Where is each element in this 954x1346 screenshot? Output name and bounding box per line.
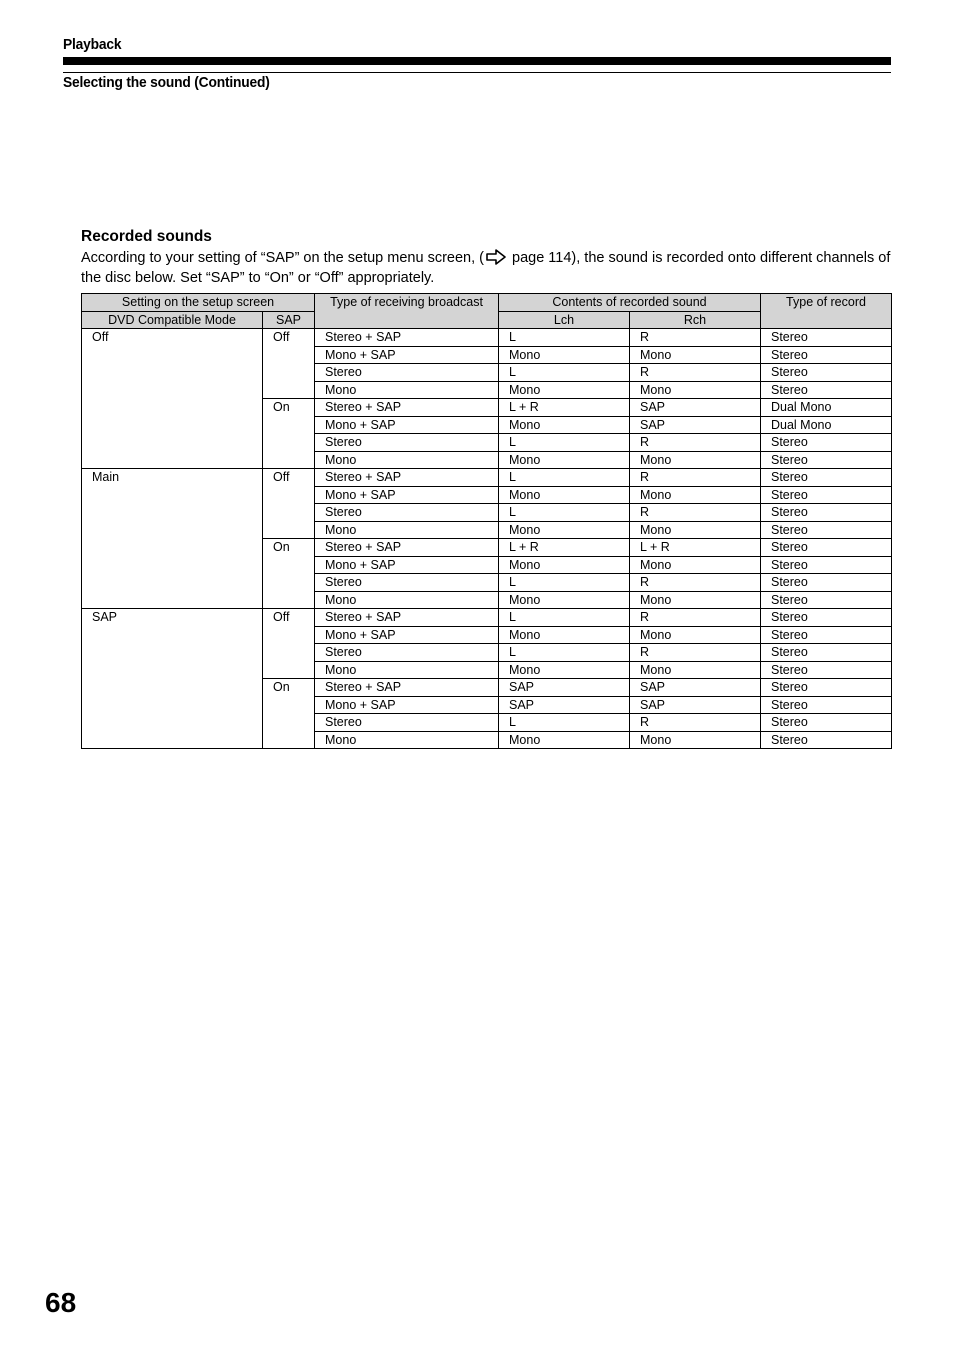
lch-cell: Mono	[499, 486, 630, 504]
record-type-cell: Stereo	[761, 626, 892, 644]
broadcast-cell: Stereo	[315, 714, 499, 732]
lch-cell: L	[499, 329, 630, 347]
recorded-sounds-table	[81, 293, 892, 749]
record-type-cell: Dual Mono	[761, 399, 892, 417]
lch-cell: Mono	[499, 661, 630, 679]
sap-setting-cell: On	[263, 539, 315, 609]
header-thin-rule	[63, 72, 891, 73]
lch-cell: Mono	[499, 416, 630, 434]
rch-cell: R	[630, 644, 761, 662]
broadcast-cell: Mono	[315, 521, 499, 539]
broadcast-cell: Stereo + SAP	[315, 679, 499, 697]
record-type-cell: Dual Mono	[761, 416, 892, 434]
record-type-cell: Stereo	[761, 434, 892, 452]
sap-setting-cell: Off	[263, 609, 315, 679]
rch-cell: Mono	[630, 661, 761, 679]
broadcast-cell: Stereo	[315, 434, 499, 452]
table-row	[82, 329, 892, 347]
broadcast-cell: Stereo	[315, 574, 499, 592]
record-type-cell: Stereo	[761, 574, 892, 592]
lch-cell: L	[499, 609, 630, 627]
rch-cell: R	[630, 504, 761, 522]
rch-cell: Mono	[630, 626, 761, 644]
table-header-row	[82, 294, 892, 312]
broadcast-cell: Mono	[315, 731, 499, 749]
broadcast-cell: Stereo + SAP	[315, 609, 499, 627]
header-sap: SAP	[263, 311, 315, 329]
record-type-cell: Stereo	[761, 504, 892, 522]
rch-cell: R	[630, 574, 761, 592]
header-dvd-mode: DVD Compatible Mode	[82, 311, 263, 329]
header-lch: Lch	[499, 311, 630, 329]
record-type-cell: Stereo	[761, 661, 892, 679]
rch-cell: Mono	[630, 521, 761, 539]
subsection-label: Selecting the sound (Continued)	[63, 74, 270, 91]
record-type-cell: Stereo	[761, 346, 892, 364]
broadcast-cell: Mono + SAP	[315, 416, 499, 434]
lch-cell: Mono	[499, 626, 630, 644]
record-type-cell: Stereo	[761, 731, 892, 749]
record-type-cell: Stereo	[761, 521, 892, 539]
record-type-cell: Stereo	[761, 696, 892, 714]
intro-text-end: page 114), the sound is recorded onto different channels of the disc below. Set “SAP” to “On” or “Off” appropriately.	[81, 250, 891, 286]
rch-cell: Mono	[630, 381, 761, 399]
header-record: Type of record	[761, 294, 892, 329]
broadcast-cell: Mono + SAP	[315, 486, 499, 504]
record-type-cell: Stereo	[761, 469, 892, 487]
lch-cell: L	[499, 364, 630, 382]
record-type-cell: Stereo	[761, 679, 892, 697]
lch-cell: L	[499, 469, 630, 487]
record-type-cell: Stereo	[761, 644, 892, 662]
rch-cell: R	[630, 714, 761, 732]
table-body	[82, 329, 892, 749]
page-number: 68	[45, 1287, 77, 1318]
arrow-right-icon	[486, 249, 506, 265]
broadcast-cell: Mono	[315, 591, 499, 609]
lch-cell: L	[499, 714, 630, 732]
lch-cell: Mono	[499, 521, 630, 539]
lch-cell: SAP	[499, 679, 630, 697]
broadcast-cell: Stereo + SAP	[315, 329, 499, 347]
broadcast-cell: Stereo	[315, 644, 499, 662]
header-rch: Rch	[630, 311, 761, 329]
lch-cell: L	[499, 434, 630, 452]
record-type-cell: Stereo	[761, 539, 892, 557]
lch-cell: Mono	[499, 381, 630, 399]
broadcast-cell: Stereo	[315, 364, 499, 382]
lch-cell: L	[499, 644, 630, 662]
rch-cell: L + R	[630, 539, 761, 557]
rch-cell: Mono	[630, 346, 761, 364]
rch-cell: R	[630, 364, 761, 382]
dvd-mode-cell: Off	[82, 329, 263, 469]
lch-cell: Mono	[499, 591, 630, 609]
lch-cell: Mono	[499, 451, 630, 469]
header-setting: Setting on the setup screen	[82, 294, 315, 312]
rch-cell: SAP	[630, 399, 761, 417]
record-type-cell: Stereo	[761, 714, 892, 732]
dvd-mode-cell: SAP	[82, 609, 263, 749]
lch-cell: Mono	[499, 346, 630, 364]
sap-setting-cell: Off	[263, 329, 315, 399]
lch-cell: L	[499, 574, 630, 592]
broadcast-cell: Stereo + SAP	[315, 469, 499, 487]
record-type-cell: Stereo	[761, 364, 892, 382]
broadcast-cell: Mono + SAP	[315, 346, 499, 364]
rch-cell: SAP	[630, 416, 761, 434]
rch-cell: R	[630, 469, 761, 487]
intro-paragraph	[81, 249, 893, 288]
header-thick-rule	[63, 57, 891, 65]
broadcast-cell: Mono	[315, 661, 499, 679]
rch-cell: R	[630, 434, 761, 452]
record-type-cell: Stereo	[761, 381, 892, 399]
intro-text-start: According to your setting of “SAP” on the setup menu screen, (	[81, 250, 484, 266]
broadcast-cell: Mono + SAP	[315, 626, 499, 644]
record-type-cell: Stereo	[761, 486, 892, 504]
sap-setting-cell: On	[263, 399, 315, 469]
record-type-cell: Stereo	[761, 556, 892, 574]
rch-cell: R	[630, 609, 761, 627]
broadcast-cell: Stereo + SAP	[315, 399, 499, 417]
rch-cell: Mono	[630, 451, 761, 469]
header-broadcast: Type of receiving broadcast	[315, 294, 499, 329]
broadcast-cell: Mono	[315, 451, 499, 469]
table-row	[82, 609, 892, 627]
broadcast-cell: Stereo	[315, 504, 499, 522]
rch-cell: Mono	[630, 591, 761, 609]
broadcast-cell: Mono + SAP	[315, 556, 499, 574]
lch-cell: SAP	[499, 696, 630, 714]
rch-cell: Mono	[630, 556, 761, 574]
sap-setting-cell: On	[263, 679, 315, 749]
lch-cell: L + R	[499, 399, 630, 417]
lch-cell: Mono	[499, 556, 630, 574]
table-row	[82, 469, 892, 487]
rch-cell: SAP	[630, 679, 761, 697]
record-type-cell: Stereo	[761, 329, 892, 347]
recorded-sounds-heading: Recorded sounds	[81, 228, 212, 245]
broadcast-cell: Mono + SAP	[315, 696, 499, 714]
rch-cell: R	[630, 329, 761, 347]
rch-cell: Mono	[630, 486, 761, 504]
rch-cell: SAP	[630, 696, 761, 714]
broadcast-cell: Mono	[315, 381, 499, 399]
lch-cell: L	[499, 504, 630, 522]
lch-cell: L + R	[499, 539, 630, 557]
broadcast-cell: Stereo + SAP	[315, 539, 499, 557]
sap-setting-cell: Off	[263, 469, 315, 539]
section-label: Playback	[63, 36, 122, 53]
record-type-cell: Stereo	[761, 451, 892, 469]
dvd-mode-cell: Main	[82, 469, 263, 609]
record-type-cell: Stereo	[761, 609, 892, 627]
lch-cell: Mono	[499, 731, 630, 749]
record-type-cell: Stereo	[761, 591, 892, 609]
header-contents: Contents of recorded sound	[499, 294, 761, 312]
rch-cell: Mono	[630, 731, 761, 749]
